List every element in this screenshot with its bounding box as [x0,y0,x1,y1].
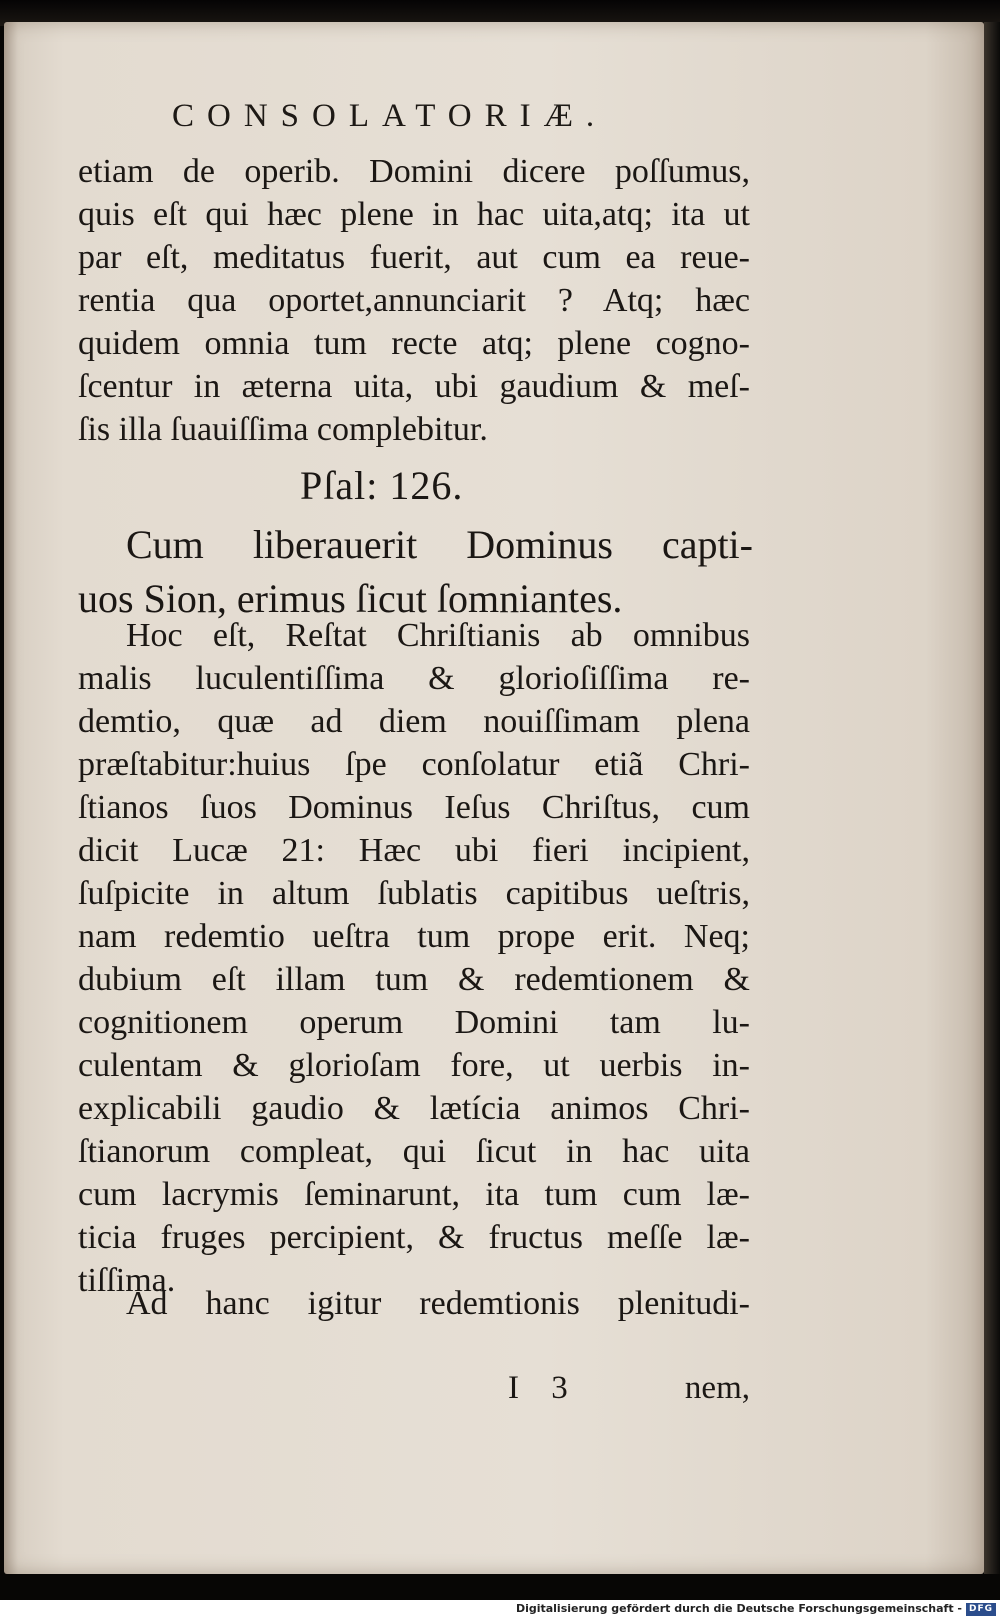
verse-line: uos Sion, erimus ſicut ſomniantes. [78,576,623,621]
text-line: cum lacrymis ſeminarunt, ita tum cum læ- [78,1176,750,1213]
text-line: etiam de operib. Domini dicere poſſumus, [78,153,750,190]
verse-line: Cum liberauerit Dominus capti- [126,522,753,567]
page-edge-shadow [984,22,1000,1574]
text-line: cognitionem operum Domini tam lu- [78,1004,750,1041]
text-line: quis eſt qui hæc plene in hac uita,atq; ita ut [78,196,750,233]
text-line: tiſſima. [78,1262,176,1299]
paragraph-3 [78,1282,750,1325]
text-line: dicit Lucæ 21: Hæc ubi fieri incipient, [78,832,750,869]
text-line: præſtabitur:huius ſpe conſolatur etiã Chri- [78,746,750,783]
text-line: rentia qua oportet,annunciarit ? Atq; hæc [78,282,750,319]
psalm-heading: Pſal: 126. [300,463,464,508]
text-line: Ad hanc igitur redemtionis plenitudi- [126,1285,750,1322]
text-line: ſtianos ſuos Dominus Ieſus Chriſtus, cum [78,789,750,826]
text-line: ſtianorum compleat, qui ſicut in hac uita [78,1133,750,1170]
paragraph-2 [78,614,750,1302]
text-line: demtio, quæ ad diem nouiſſimam plena [78,703,750,740]
funding-credit: Digitalisierung gefördert durch die Deutsche Forschungsgemeinschaft - [515,1602,962,1615]
text-line: malis luculentiſſima & glorioſiſſima re- [78,660,750,697]
text-line: nam redemtio ueſtra tum prope erit. Neq; [78,918,750,955]
text-line: Hoc eſt, Reſtat Chriſtianis ab omnibus [126,617,750,654]
text-line: par eſt, meditatus fuerit, aut cum ea reue- [78,239,750,276]
paragraph-1 [78,150,750,451]
text-line: quidem omnia tum recte atq; plene cogno- [78,325,750,362]
page-footer [78,1370,750,1410]
signature-mark: I 3 [508,1370,580,1406]
text-line: ticia fruges percipient, & fructus meſſe læ- [78,1219,750,1256]
running-title: CONSOLATORIÆ. [172,98,608,134]
text-line: ſis illa ſuauiſſima complebitur. [78,411,488,448]
text-line: ſuſpicite in altum ſublatis capitibus ueſtris, [78,875,750,912]
text-line: culentam & glorioſam fore, ut uerbis in- [78,1047,750,1084]
dfg-logo: DFG [966,1603,996,1616]
text-line: dubium eſt illam tum & redemtionem & [78,961,750,998]
catchword: nem, [684,1370,750,1406]
psalm-verse [78,518,753,626]
text-line: explicabili gaudio & lætícia animos Chri- [78,1090,750,1127]
text-line: ſcentur in æterna uita, ubi gaudium & meſ- [78,368,750,405]
